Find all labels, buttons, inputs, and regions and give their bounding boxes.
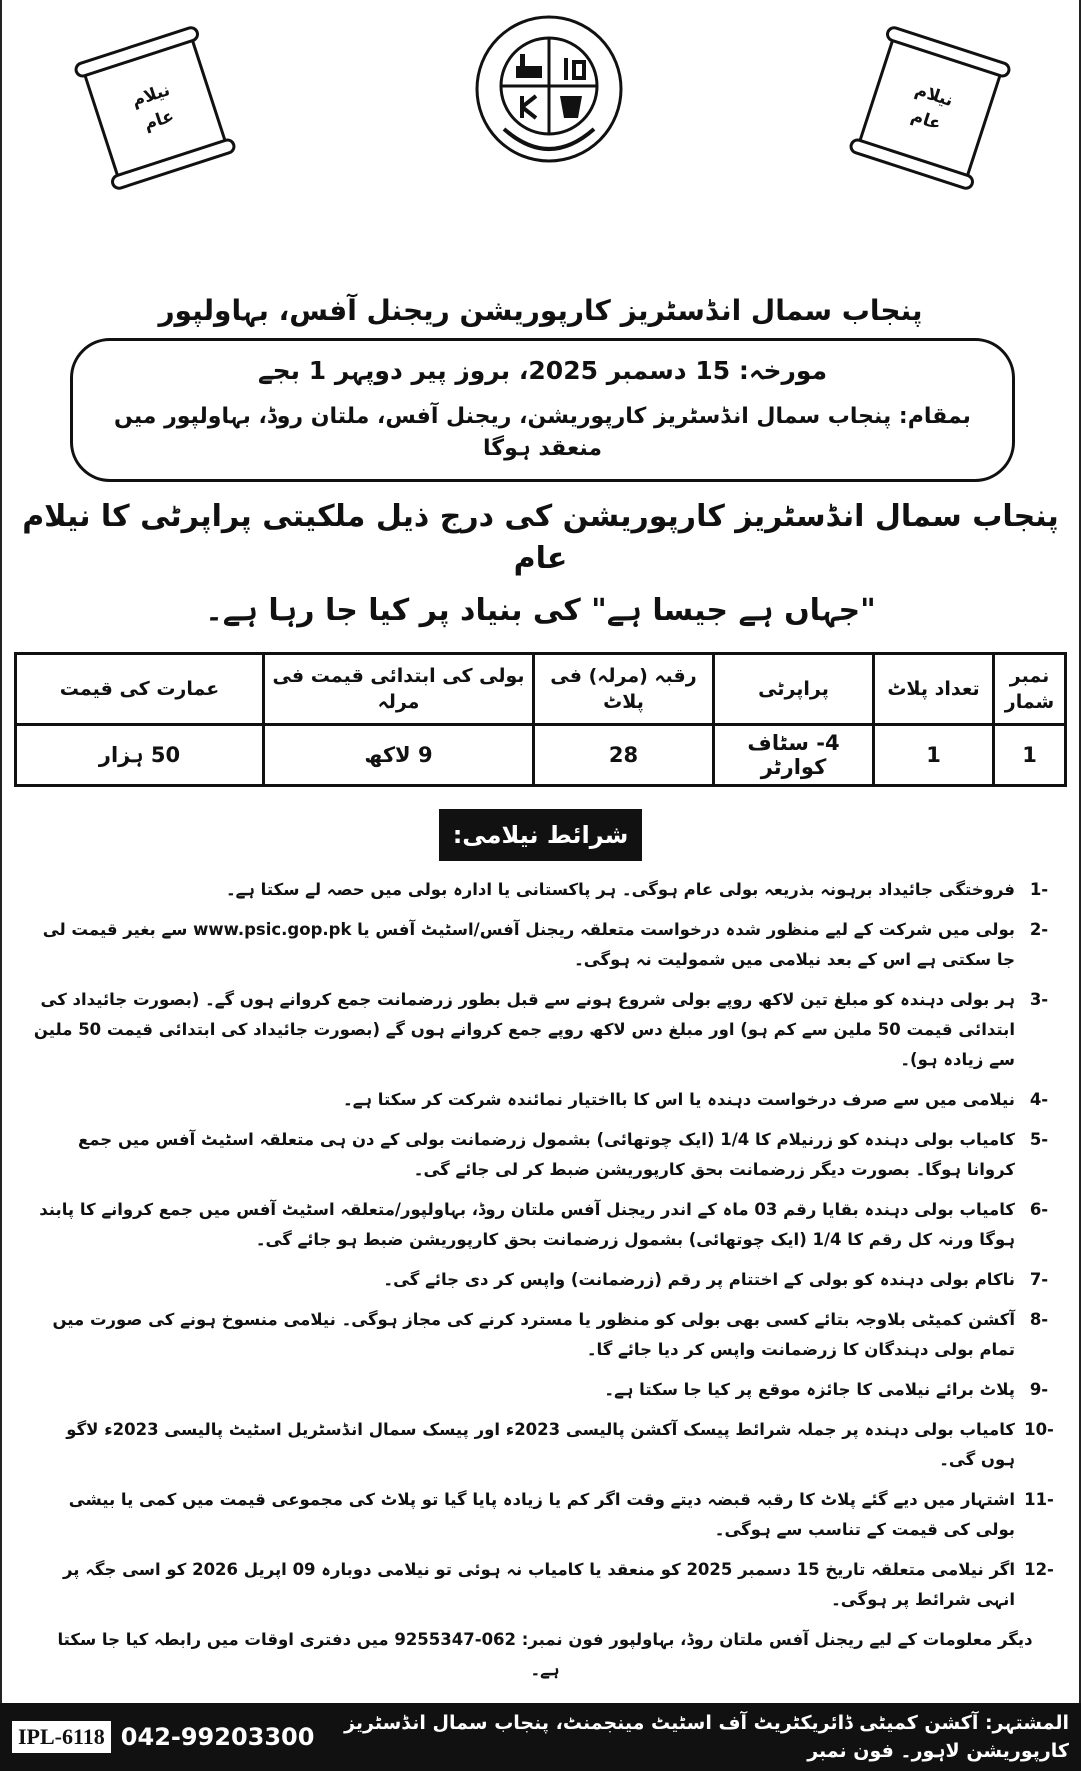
term-number: 2- (1029, 920, 1049, 939)
auction-heading: پنجاب سمال انڈسٹریز کارپوریشن کی درج ذیل ملکیتی پراپرٹی کا نیلام عام (22, 499, 1059, 576)
cell-area: 28 (534, 725, 714, 786)
term-number: 3- (1029, 990, 1049, 1009)
ad-code: IPL-6118 (12, 1721, 111, 1753)
term-number: 12- (1024, 1560, 1054, 1579)
auction-subheading: "جہاں ہے جیسا ہے" کی بنیاد پر کیا جا رہا ہے۔ (205, 593, 876, 628)
col-property: پراپرٹی (714, 654, 874, 725)
list-item (27, 1485, 1063, 1545)
cell-starting-price: 9 لاکھ (264, 725, 534, 786)
term-text: کامیاب بولی دہندہ پر جملہ شرائط پیسک آکشن پالیسی 2023ء اور پیسک سمال انڈسٹریل اسٹیٹ پالیسی 2023ء لاگو ہوں گی۔ (66, 1420, 1015, 1469)
list-item (27, 1085, 1063, 1115)
property-table (14, 652, 1067, 787)
col-starting-price: بولی کی ابتدائی قیمت فی مرلہ (264, 654, 534, 725)
advertiser-text: المشتہر: آکشن کمیٹی ڈائریکٹریٹ آف اسٹیٹ مینجمنٹ، پنجاب سمال انڈسٹریز کارپوریشن لاہور۔ فون نمبر (344, 1712, 1069, 1762)
auction-date: مورخہ: 15 دسمبر 2025، بروز پیر دوپہر 1 بجے (257, 356, 828, 385)
term-text: کامیاب بولی دہندہ کو زرنیلام کا 1/4 (ایک چوتھائی) بشمول زرضمانت بولی کے دن ہی متعلقہ اسٹیٹ آفس میں جمع کروانا ہوگا۔ بصورت دیگر زرضمانت بحق کارپوریشن ضبط کر لی جائے گی۔ (77, 1130, 1015, 1179)
cell-property: 4- سٹاف کوارٹر (714, 725, 874, 786)
contact-info: دیگر معلومات کے لیے ریجنل آفس ملتان روڈ، بہاولپور فون نمبر: 062-9255347 میں دفتری اوقات میں رابطہ کیا جا سکتا ہے۔ (57, 1630, 1033, 1679)
banner-right (857, 35, 1003, 181)
advertiser-phone: 042-99203300 (120, 1723, 315, 1751)
term-text: کامیاب بولی دہندہ بقایا رقم 03 ماہ کے اندر ریجنل آفس ملتان روڈ، بہاولپور/متعلقہ اسٹیٹ آفس میں جمع کروانے کا پابند ہوگا ورنہ کل رقم کا 1/4 (ایک چوتھائی) بشمول زرضمانت بحق کارپوریشن ضبط ہو جائے گی۔ (39, 1200, 1015, 1249)
col-area: رقبہ (مرلہ) فی پلاٹ (534, 654, 714, 725)
auction-venue: بمقام: پنجاب سمال انڈسٹریز کارپوریشن، ریجنل آفس، ملتان روڈ، بہاولپور میں منعقد ہوگا (114, 404, 971, 461)
col-serial: نمبر شمار (994, 654, 1066, 725)
col-plot-count: تعداد پلاٹ (874, 654, 994, 725)
term-number: 8- (1029, 1310, 1049, 1329)
term-text: اشتہار میں دیے گئے پلاٹ کا رقبہ قبضہ دیتے وقت اگر کم یا زیادہ پایا گیا تو پلاٹ کی مجموعی قیمت میں کمی یا بیشی بولی کی قیمت کے تناسب سے ہوگی۔ (68, 1490, 1015, 1539)
banner-left (82, 35, 228, 181)
list-item (27, 1305, 1063, 1365)
term-text: نیلامی میں سے صرف درخواست دہندہ یا اس کا بااختیار نمائندہ شرکت کر سکتا ہے۔ (343, 1090, 1015, 1109)
term-text: بولی میں شرکت کے لیے منظور شدہ درخواست متعلقہ ریجنل آفس/اسٹیٹ آفس یا www.psic.gop.pk سے بغیر قیمت لی جا سکتی ہے اس کے بعد نیلامی میں شمولیت نہ ہوگی۔ (42, 920, 1015, 969)
banner-right-line2: عام (908, 106, 944, 135)
term-number: 7- (1029, 1270, 1049, 1289)
term-number: 5- (1029, 1130, 1049, 1149)
list-item (27, 1555, 1063, 1615)
term-text: آکشن کمیٹی بلاوجہ بتائے کسی بھی بولی کو منظور یا مسترد کرنے کی مجاز ہوگی۔ نیلامی منسوخ ہونے کی صورت میں تمام بولی دہندگان کا زرضمانت واپس کر دیا جائے گا۔ (52, 1310, 1015, 1359)
terms-heading: شرائط نیلامی: (439, 809, 643, 861)
banner-left-line1: نیلام (129, 80, 173, 112)
psic-logo (474, 14, 624, 164)
list-item (27, 1125, 1063, 1185)
term-text: ہر بولی دہندہ کو مبلغ تین لاکھ روپے بولی شروع ہونے سے قبل بطور زرضمانت جمع کروانے ہوں گے۔ (بصورت جائیداد کی ابتدائی قیمت 50 ملین سے کم ہو) اور مبلغ دس لاکھ روپے جمع کروانے ہوں گے (بصورت جائیداد کی ابتدائی قیمت 50 ملین سے زیادہ ہو)۔ (33, 990, 1015, 1069)
page-header (2, 0, 1079, 292)
office-title: پنجاب سمال انڈسٹریز کارپوریشن ریجنل آفس، بہاولپور (158, 294, 923, 327)
list-item (27, 1415, 1063, 1475)
term-number: 11- (1024, 1490, 1054, 1509)
banner-right-line1: نیلام (912, 80, 956, 112)
list-item (27, 1375, 1063, 1405)
term-number: 6- (1029, 1200, 1049, 1219)
cell-serial: 1 (994, 725, 1066, 786)
page-body (2, 292, 1079, 1703)
terms-list (27, 875, 1063, 1685)
term-text: پلاٹ برائے نیلامی کا جائزہ موقع پر کیا جا سکتا ہے۔ (604, 1380, 1015, 1399)
term-text: اگر نیلامی متعلقہ تاریخ 15 دسمبر 2025 کو منعقد یا کامیاب نہ ہوئی تو نیلامی دوبارہ 09 اپریل 2026 کو اسی جگہ پر انہی شرائط پر ہوگی۔ (62, 1560, 1015, 1609)
term-number: 1- (1029, 880, 1049, 899)
table-row (16, 725, 1066, 786)
list-item (27, 1265, 1063, 1295)
list-item (27, 1195, 1063, 1255)
term-number: 4- (1029, 1090, 1049, 1109)
term-text: فروختگی جائیداد برہونہ بذریعہ بولی عام ہوگی۔ ہر پاکستانی یا ادارہ بولی میں حصہ لے سکتا ہے۔ (225, 880, 1015, 899)
list-item (27, 985, 1063, 1075)
spacer (2, 1685, 1079, 1703)
advertiser-footer (0, 1703, 1081, 1771)
term-number: 10- (1024, 1420, 1054, 1439)
list-item (27, 875, 1063, 905)
schedule-box (70, 338, 1015, 482)
table-header-row (16, 654, 1066, 725)
term-number: 9- (1029, 1380, 1049, 1399)
list-item (27, 915, 1063, 975)
cell-plot-count: 1 (874, 725, 994, 786)
cell-building-price: 50 ہزار (16, 725, 264, 786)
term-text: ناکام بولی دہندہ کو بولی کے اختتام پر رقم (زرضمانت) واپس کر دی جائے گی۔ (383, 1270, 1015, 1289)
banner-left-line2: عام (141, 106, 177, 135)
col-building-price: عمارت کی قیمت (16, 654, 264, 725)
